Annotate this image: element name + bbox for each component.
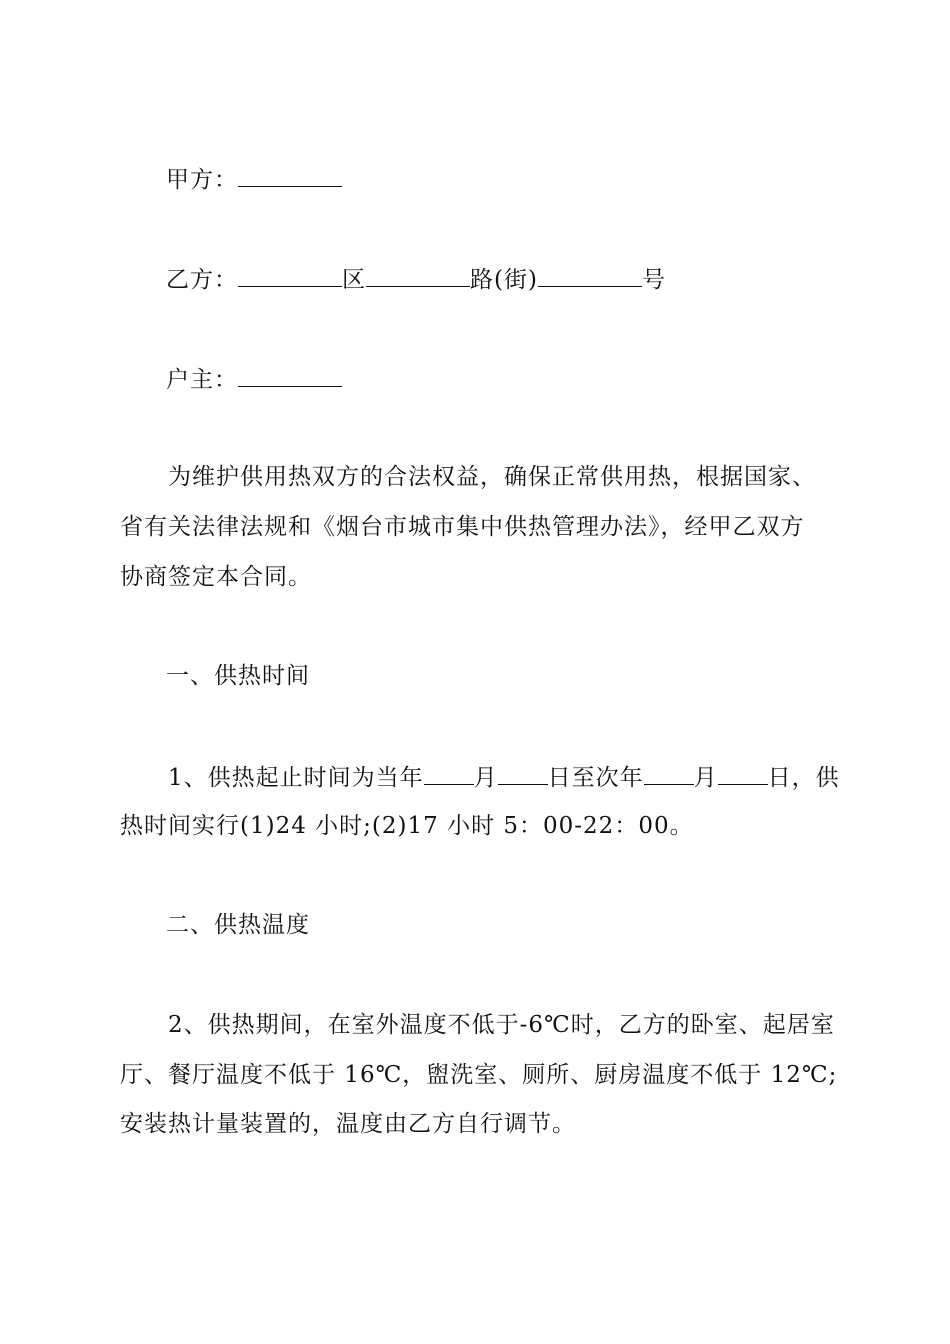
clause-1-day-1: 日至次年 (547, 765, 644, 791)
clause-2-line-3: 安装热计量装置的，温度由乙方自行调节。 (120, 1111, 576, 1137)
clause-2-line-1 (120, 1011, 835, 1039)
end-month-blank[interactable] (644, 762, 694, 785)
householder-line (166, 364, 342, 394)
party-b-road-blank[interactable] (366, 264, 470, 287)
party-b-label: 乙方： (166, 267, 238, 293)
clause-1-day-2: 日，供 (767, 765, 840, 791)
party-b-number-suffix: 号 (641, 267, 666, 293)
start-day-blank[interactable] (498, 762, 548, 785)
party-b-district-blank[interactable] (238, 264, 342, 287)
party-b-number-blank[interactable] (538, 264, 642, 287)
party-a-line (166, 164, 342, 194)
clause-1-prefix: 1、供热起止时间为当年 (168, 765, 424, 791)
start-month-blank[interactable] (424, 762, 474, 785)
householder-blank[interactable] (238, 364, 342, 387)
party-b-line (166, 264, 666, 294)
preamble-line-2: 省有关法律法规和《烟台市城市集中供热管理办法》，经甲乙双方 (120, 514, 805, 540)
clause-1-line-2: 热时间实行(1)24 小时;(2)17 小时 5：00-22：00。 (120, 813, 694, 839)
party-a-label: 甲方： (166, 167, 238, 193)
clause-1-line-1 (120, 762, 840, 792)
section-1-heading: 一、供热时间 (166, 663, 310, 689)
party-a-blank[interactable] (238, 164, 342, 187)
clause-1-month-1: 月 (473, 765, 498, 791)
preamble-line-1 (120, 463, 816, 491)
section-2-heading: 二、供热温度 (166, 912, 310, 938)
clause-2-line-2: 厅、餐厅温度不低于 16℃，盥洗室、厕所、厨房温度不低于 12℃; (120, 1062, 838, 1088)
party-b-road-suffix: 路(街) (470, 267, 538, 293)
clause-1-month-2: 月 (693, 765, 718, 791)
preamble-text-1: 为维护供用热双方的合法权益，确保正常供用热，根据国家、 (168, 464, 816, 490)
preamble-line-3: 协商签定本合同。 (120, 564, 312, 590)
end-day-blank[interactable] (718, 762, 768, 785)
householder-label: 户主： (166, 367, 238, 393)
clause-2-text-1: 2、供热期间，在室外温度不低于-6℃时，乙方的卧室、起居室 (168, 1012, 835, 1038)
party-b-district-suffix: 区 (342, 267, 366, 293)
